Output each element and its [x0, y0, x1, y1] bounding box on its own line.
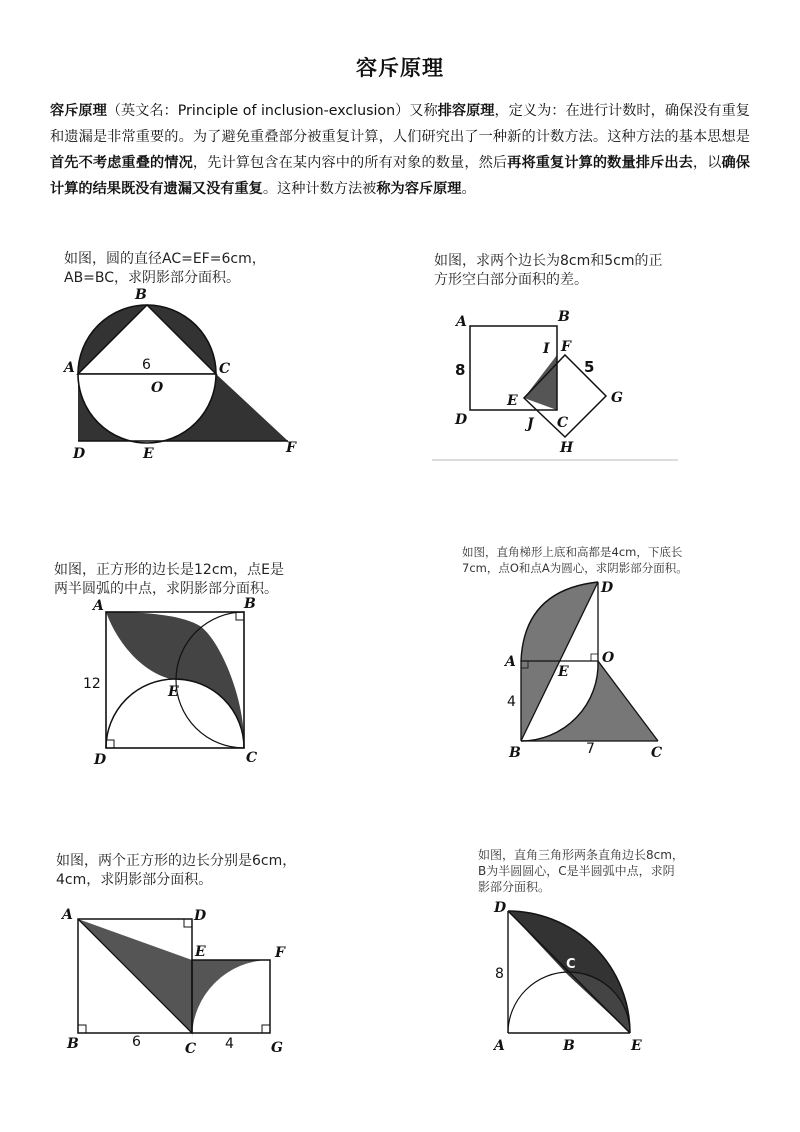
label-length: 6: [142, 357, 151, 373]
label-d: D: [194, 908, 207, 924]
label-c: C: [246, 750, 258, 766]
intro-bold-run: 容斥原理: [50, 103, 107, 119]
intro-bold-run: 排容原理: [437, 103, 495, 119]
label-c: C: [566, 957, 576, 972]
intro-bold-run: 称为容斥原理: [376, 181, 462, 197]
intro-bold-run: 确保计算的结果既没有遗漏又没有重复: [50, 155, 750, 197]
problem-line: AB=BC，求阴影部分面积。: [64, 270, 241, 286]
problem-line: 4cm，求阴影部分面积。: [56, 872, 213, 888]
label-d: D: [455, 412, 468, 428]
intro-text-run: （英文名：Principle of inclusion-exclusion）又称: [106, 103, 438, 119]
label-a: A: [494, 1038, 505, 1054]
label-f: F: [561, 339, 571, 355]
label-a: A: [64, 360, 75, 376]
label-base: 7: [586, 741, 595, 757]
label-d: D: [494, 900, 507, 916]
problem-line: 如图，两个正方形的边长分别是6cm，: [56, 853, 297, 869]
label-d: D: [73, 446, 86, 462]
label-small-side: 4: [225, 1036, 234, 1052]
label-o: O: [151, 380, 164, 396]
label-g: G: [271, 1040, 283, 1056]
label-a: A: [456, 314, 467, 330]
label-a: A: [93, 598, 104, 614]
problem-line: 如图，直角三角形两条直角边长8cm，: [478, 848, 684, 862]
label-b: B: [558, 309, 570, 325]
label-d: D: [601, 580, 614, 596]
label-e: E: [507, 393, 518, 409]
label-e: E: [631, 1038, 642, 1054]
problem-line: B为半圆圆心，C是半圆弧中点，求阴: [478, 864, 675, 878]
label-h: H: [560, 440, 574, 456]
label-f: F: [286, 440, 296, 456]
label-c: C: [185, 1041, 197, 1057]
label-j: J: [527, 416, 534, 432]
label-e: E: [143, 446, 154, 462]
label-c: C: [219, 361, 231, 377]
label-b: B: [244, 596, 256, 612]
label-big-side: 8: [455, 361, 466, 379]
problem-line: 如图，圆的直径AC=EF=6cm，: [64, 251, 266, 267]
intro-text-run: ，定义为：在进行计数时，确保没有重复和遗漏是非常重要的。为了避免重叠部分被重复计算，人们研究出了一种新的计数方法。这种方法的基本思想是: [50, 103, 750, 145]
label-b: B: [563, 1038, 575, 1054]
problem-line: 如图，直角梯形上底和高都是4cm，下底长: [462, 545, 683, 559]
intro-bold-run: 首先不考虑重叠的情况: [50, 155, 193, 171]
page-title: 容斥原理: [356, 56, 444, 80]
intro-text-run: 。: [461, 181, 476, 197]
label-b: B: [135, 287, 147, 303]
label-side: 12: [83, 676, 101, 692]
problem-line: 两半圆弧的中点，求阴影部分面积。: [54, 581, 278, 597]
label-leg: 8: [495, 966, 504, 982]
problem-line: 方形空白部分面积的差。: [434, 272, 588, 288]
label-i: I: [543, 341, 550, 357]
label-a: A: [62, 907, 73, 923]
intro-text-run: ，以: [692, 155, 722, 171]
label-a: A: [505, 654, 516, 670]
label-c: C: [651, 745, 663, 761]
label-e: E: [168, 684, 179, 700]
intro-text-run: 。这种计数方法被: [262, 181, 377, 197]
problem-line: 如图，求两个边长为8cm和5cm的正: [434, 253, 663, 269]
label-b: B: [509, 745, 521, 761]
problem-line: 如图，正方形的边长是12cm，点E是: [54, 562, 284, 578]
label-o: O: [602, 650, 615, 666]
problem-line: 7cm，点O和点A为圆心，求阴影部分面积。: [462, 561, 688, 575]
label-c: C: [557, 415, 569, 431]
label-height: 4: [507, 694, 516, 710]
intro-text-run: ，先计算包含在某内容中的所有对象的数量，然后: [192, 155, 508, 171]
label-f: F: [275, 945, 285, 961]
label-e: E: [195, 944, 206, 960]
label-e: E: [558, 664, 569, 680]
label-big-side: 6: [132, 1034, 141, 1050]
problem-line: 影部分面积。: [478, 880, 551, 894]
label-b: B: [67, 1036, 79, 1052]
label-d: D: [94, 752, 107, 768]
label-small-side: 5: [584, 358, 595, 376]
intro-bold-run: 再将重复计算的数量排斥出去: [507, 155, 693, 171]
label-g: G: [611, 390, 623, 406]
